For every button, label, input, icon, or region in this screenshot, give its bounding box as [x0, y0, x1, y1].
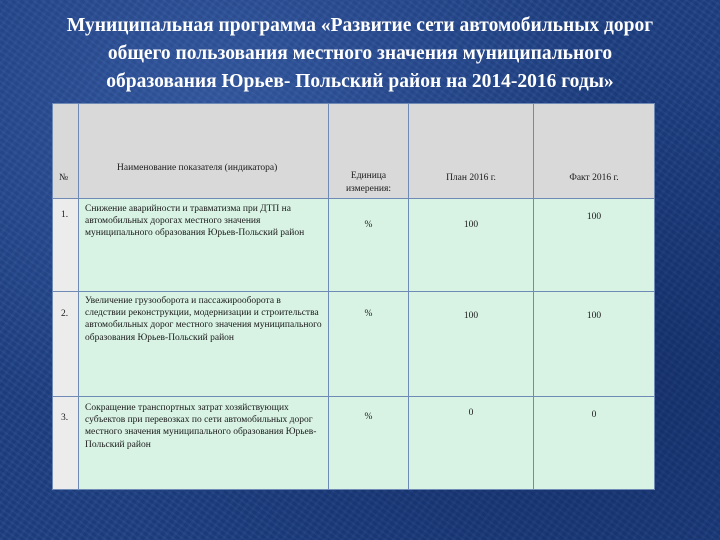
- row-name: Снижение аварийности и травматизма при ДТП на автомобильных дорогах местного значения муниципального образования Юрьев-Польский район: [85, 204, 305, 239]
- header-cell-fact: [534, 104, 655, 199]
- row-1-fact-cell: [534, 199, 655, 292]
- table-row: [53, 292, 655, 397]
- header-cell-num: [53, 104, 79, 199]
- header-name: Наименование показателя (индикатора): [117, 163, 278, 173]
- header-num: №: [59, 173, 69, 183]
- row-3-fact-cell: [534, 397, 655, 490]
- row-plan: 100: [463, 311, 479, 321]
- row-plan: 100: [463, 220, 479, 230]
- header-cell-name: [79, 104, 329, 199]
- row-2-unit-cell: [329, 292, 409, 397]
- header-cell-unit: [329, 104, 409, 199]
- row-fact: 100: [586, 212, 602, 222]
- header-unit: Единица измерения:: [345, 171, 392, 194]
- row-name: Увеличение грузооборота и пассажирооборота в следствии реконструкции, модернизации и строительства автомобильных дорог местного значения муниципального образования Юрьев-Польский район: [85, 296, 322, 343]
- row-unit: %: [364, 412, 373, 422]
- row-3-plan-cell: [409, 397, 534, 490]
- table-row: [53, 397, 655, 490]
- row-num: 1.: [61, 210, 69, 220]
- row-1-name-cell: [79, 199, 329, 292]
- slide-title: [30, 12, 690, 96]
- header-fact: Факт 2016 г.: [569, 173, 619, 183]
- row-3-num-cell: [53, 397, 79, 490]
- row-unit: %: [364, 309, 373, 319]
- row-plan: 0: [468, 408, 474, 418]
- row-num: 2.: [61, 309, 69, 319]
- header-plan: План 2016 г.: [446, 173, 496, 183]
- row-1-plan-cell: [409, 199, 534, 292]
- row-fact: 100: [586, 311, 602, 321]
- row-fact: 0: [591, 410, 597, 420]
- indicators-table: [52, 103, 655, 490]
- row-1-num-cell: [53, 199, 79, 292]
- table-row: [53, 199, 655, 292]
- header-cell-plan: [409, 104, 534, 199]
- row-2-plan-cell: [409, 292, 534, 397]
- row-2-fact-cell: [534, 292, 655, 397]
- row-3-unit-cell: [329, 397, 409, 490]
- row-unit: %: [364, 220, 373, 230]
- table-header-row: [53, 104, 655, 199]
- title-line-2: общего пользования местного значения муниципального: [107, 43, 613, 64]
- row-3-name-cell: [79, 397, 329, 490]
- row-1-unit-cell: [329, 199, 409, 292]
- row-2-num-cell: [53, 292, 79, 397]
- title-line-1: Муниципальная программа «Развитие сети автомобильных дорог: [66, 15, 654, 36]
- row-name: Сокращение транспортных затрат хозяйствующих субъектов при перевозках по сети автомобильных дорог местного значения муниципального образования Юрьев-Польский район: [85, 403, 317, 450]
- row-num: 3.: [61, 413, 69, 423]
- title-line-3: образования Юрьев- Польский район на 2014-2016 годы»: [106, 71, 614, 92]
- row-2-name-cell: [79, 292, 329, 397]
